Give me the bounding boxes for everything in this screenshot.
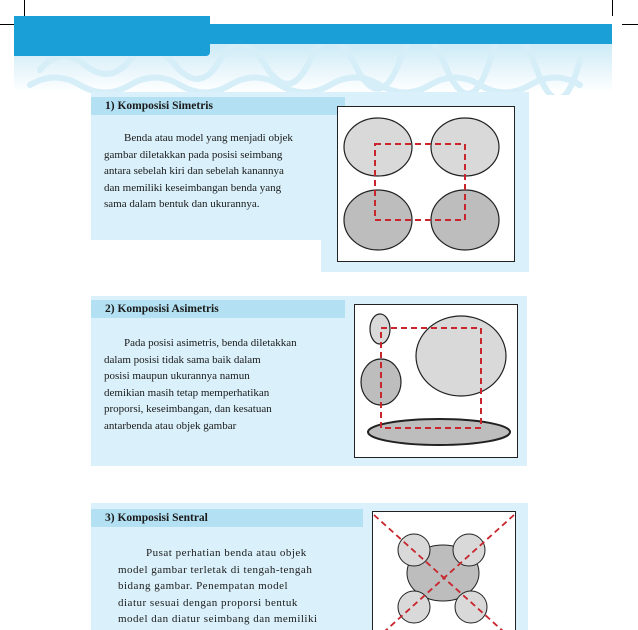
- symmetric-composition-figure: [337, 106, 515, 262]
- text-line: bidang gambar. Penempatan model: [118, 580, 289, 592]
- text-line: dan memiliki keseimbangan benda yang: [104, 181, 282, 194]
- text-line: Benda atau model yang menjadi objek: [124, 132, 293, 144]
- text-line: model gambar terletak di tengah-tengah: [118, 563, 313, 576]
- text-line: posisi maupun ukurannya namun: [104, 370, 250, 382]
- text-line: demikian masih tetap memperhatikan: [104, 386, 270, 399]
- text-line: antarbenda atau objek gambar: [104, 419, 237, 432]
- section-1-title: 1) Komposisi Simetris: [91, 97, 345, 115]
- section-2-title: 2) Komposisi Asimetris: [91, 300, 345, 318]
- text-line: diatur sesuai dengan proporsi bentuk: [118, 596, 298, 609]
- central-composition-figure: [372, 511, 516, 630]
- section-2-text: [104, 335, 311, 434]
- asymmetric-composition-figure: [354, 304, 518, 458]
- text-line: dalam posisi tidak sama baik dalam: [104, 353, 261, 366]
- ellipse-top-left: [344, 118, 412, 176]
- text-line: proporsi, keseimbangan, dan kesatuan: [104, 403, 272, 415]
- text-line: Pusat perhatian benda atau objek: [146, 547, 307, 559]
- circle-bottom-right: [455, 591, 487, 623]
- text-line: sama dalam bentuk dan ukurannya.: [104, 198, 260, 210]
- section-3-text: [118, 545, 356, 628]
- circle-top-right: [453, 534, 485, 566]
- text-line: Pada posisi asimetris, benda diletakkan: [124, 337, 297, 349]
- section-3-title: 3) Komposisi Sentral: [91, 509, 363, 527]
- text-line: model dan diatur seimbang dan memiliki: [118, 613, 318, 625]
- section-1-text: [104, 130, 322, 213]
- ellipse-wide: [368, 419, 510, 445]
- header-tab: [14, 16, 210, 56]
- text-line: antara sebelah kiri dan sebelah kanannya: [104, 165, 284, 177]
- text-line: gambar diletakkan pada posisi seimbang: [104, 148, 283, 161]
